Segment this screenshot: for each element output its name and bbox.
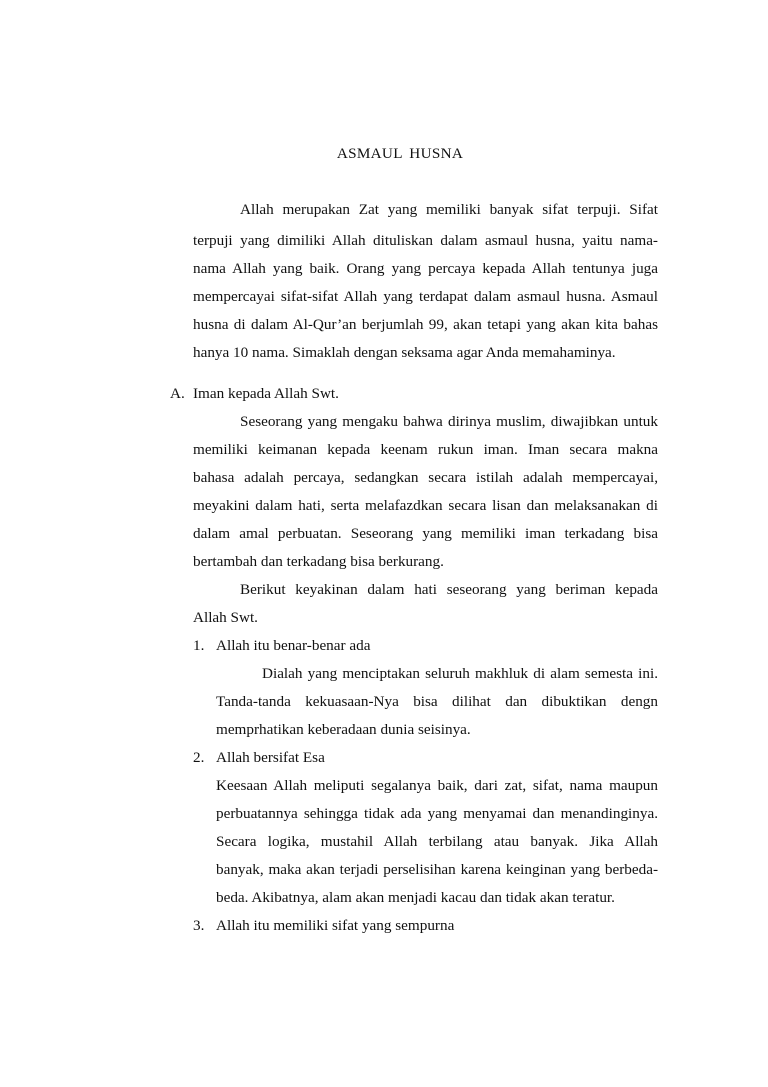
list-item-heading: Allah bersifat Esa <box>216 749 325 766</box>
section-marker: A. <box>170 385 185 402</box>
para-line: dalam amal perbuatan. Seseorang yang memiliki iman terkadang bisa <box>193 525 658 542</box>
intro-line: nama Allah yang baik. Orang yang percaya kepada Allah tentunya juga <box>193 260 658 277</box>
list-item-line: Keesaan Allah meliputi segalanya baik, dari zat, sifat, nama maupun <box>216 777 658 794</box>
list-number: 1. <box>193 637 205 654</box>
list-item-line: Dialah yang menciptakan seluruh makhluk di alam semesta ini. <box>262 665 658 682</box>
intro-line: mempercayai sifat-sifat Allah yang terdapat dalam asmaul husna. Asmaul <box>193 288 658 305</box>
para-line: bahasa adalah percaya, sedangkan secara istilah adalah mempercayai, <box>193 469 658 486</box>
para-line: Allah Swt. <box>193 609 258 626</box>
list-item-line: Tanda-tanda kekuasaan-Nya bisa dilihat dan dibuktikan dengn <box>216 693 658 710</box>
intro-line: husna di dalam Al-Qur’an berjumlah 99, akan tetapi yang akan kita bahas <box>193 316 658 333</box>
list-item-line: beda. Akibatnya, alam akan menjadi kacau dan tidak akan teratur. <box>216 889 615 906</box>
para-line: Berikut keyakinan dalam hati seseorang yang beriman kepada <box>240 581 658 598</box>
para-line: Seseorang yang mengaku bahwa dirinya muslim, diwajibkan untuk <box>240 413 658 430</box>
list-item-heading: Allah itu memiliki sifat yang sempurna <box>216 917 455 934</box>
para-line: meyakini dalam hati, serta melafazdkan secara lisan dan melaksanakan di <box>193 497 658 514</box>
list-number: 3. <box>193 917 205 934</box>
intro-line: terpuji yang dimiliki Allah dituliskan dalam asmaul husna, yaitu nama- <box>193 232 658 249</box>
para-line: bertambah dan terkadang bisa berkurang. <box>193 553 444 570</box>
list-item-line: banyak, maka akan terjadi perselisihan karena keinginan yang berbeda- <box>216 861 658 878</box>
intro-line: hanya 10 nama. Simaklah dengan seksama agar Anda memahaminya. <box>193 344 616 361</box>
intro-line: Allah merupakan Zat yang memiliki banyak sifat terpuji. Sifat <box>240 201 658 218</box>
list-item-line: memprhatikan keberadaan dunia seisinya. <box>216 721 471 738</box>
list-number: 2. <box>193 749 205 766</box>
document-title: ASMAUL HUSNA <box>336 145 464 162</box>
list-item-line: perbuatannya sehingga tidak ada yang menyamai dan menandinginya. <box>216 805 658 822</box>
section-heading: Iman kepada Allah Swt. <box>193 385 339 402</box>
para-line: memiliki keimanan kepada keenam rukun iman. Iman secara makna <box>193 441 658 458</box>
list-item-line: Secara logika, mustahil Allah terbilang atau banyak. Jika Allah <box>216 833 658 850</box>
list-item-heading: Allah itu benar-benar ada <box>216 637 371 654</box>
